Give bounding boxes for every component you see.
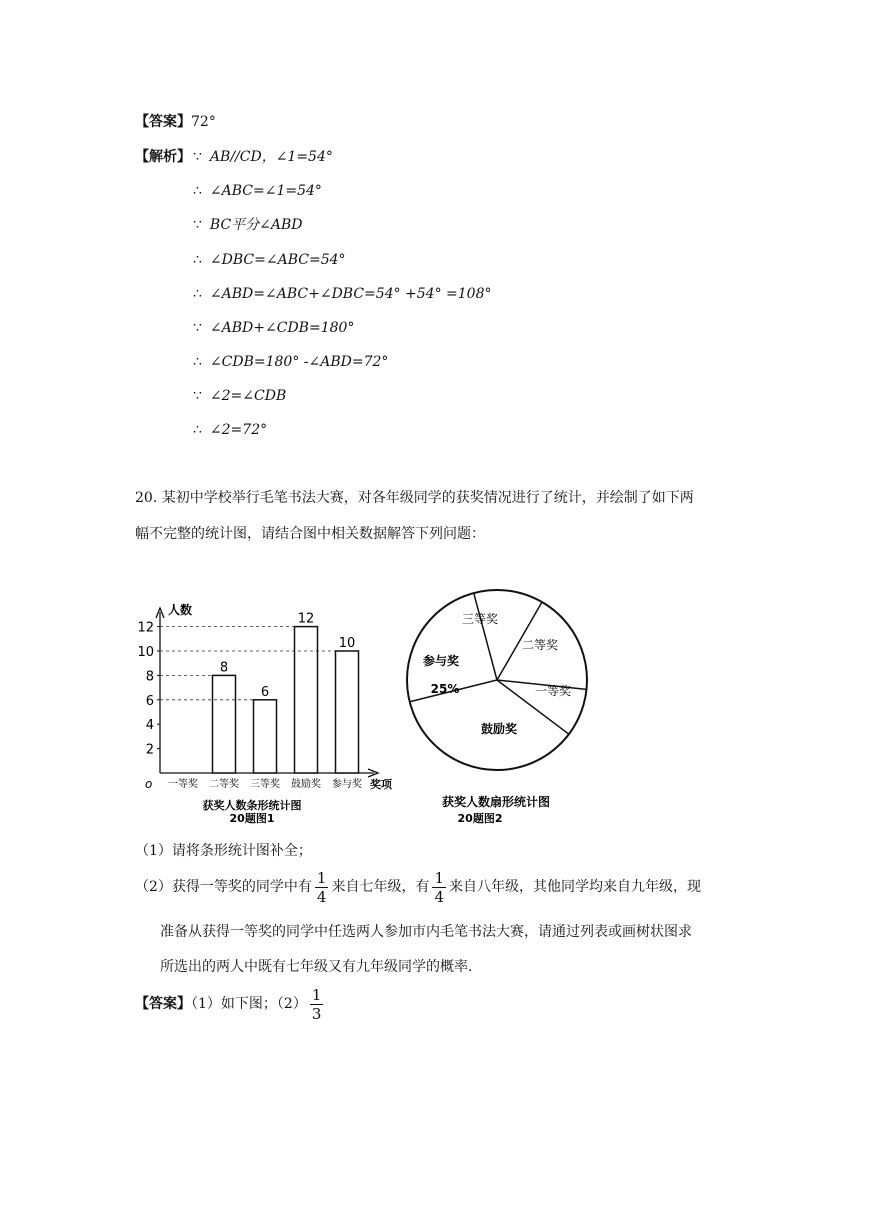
- pie-chart: [400, 580, 620, 832]
- answer-line: [135, 112, 216, 132]
- pie-chart-title: 获奖人数扇形统计图: [441, 795, 551, 809]
- fraction: $\frac{1}{4}$: [316, 868, 327, 906]
- bar-chart: [130, 600, 400, 825]
- pie-label-participate-percent: 25%: [430, 682, 460, 696]
- fraction: $\frac{1}{3}$: [311, 985, 322, 1023]
- x-tick-label: 二等奖: [209, 779, 239, 790]
- pie-label-first: 一等奖: [534, 684, 572, 698]
- question-part-2-line-3: 所选出的两人中既有七年级又有九年级同学的概率.: [160, 959, 473, 975]
- pie-label-third: 三等奖: [461, 612, 499, 626]
- x-tick-label: 三等奖: [250, 779, 280, 790]
- analysis-step: ∴ ∠ABD=∠ABC+∠DBC=54° +54° =108°: [193, 286, 492, 302]
- analysis-step: ∵ BC平分∠ABD: [193, 217, 303, 233]
- x-tick-label: 一等奖: [168, 779, 198, 790]
- bar: [336, 651, 359, 773]
- analysis-step: ∴ ∠ABC=∠1=54°: [193, 183, 322, 199]
- bar: [254, 700, 277, 773]
- pie-chart-subtitle: 20题图2: [457, 812, 503, 825]
- analysis-step: ∵ ∠ABD+∠CDB=180°: [193, 320, 355, 336]
- question-line-2: 幅不完整的统计图，请结合图中相关数据解答下列问题：: [135, 526, 485, 542]
- y-tick-label: 4: [145, 718, 154, 734]
- bar-chart-subtitle: 20题图1: [229, 812, 275, 825]
- analysis-step: ∴ ∠DBC=∠ABC=54°: [193, 252, 346, 268]
- answer-label: 【答案】: [135, 996, 191, 1012]
- bar-chart-xlabel: 奖项: [370, 778, 392, 791]
- fraction: $\frac{1}{4}$: [434, 868, 445, 906]
- bar: [213, 675, 236, 773]
- analysis-step: ∴ ∠CDB=180° -∠ABD=72°: [193, 354, 389, 370]
- bar-data-label: 8: [219, 660, 229, 676]
- bar-chart-origin: o: [145, 777, 153, 791]
- y-tick-label: 10: [137, 645, 154, 660]
- bar-chart-marks: [160, 612, 362, 790]
- answer-label: 【答案】: [135, 114, 191, 130]
- answer-2-line: [135, 985, 326, 1023]
- question-part-1: （1）请将条形统计图补全；: [135, 843, 312, 859]
- question-part-2-line-2: 准备从获得一等奖的同学中任选两人参加市内毛笔书法大赛，请通过列表或画树状图求: [160, 924, 692, 940]
- question-part-2-line-1: （2）获得一等奖的同学中有 $\frac{1}{4}$ 来自七年级，有 $\frac{1}{4}$ 来自八年级，其他同学均来自九年级，现: [135, 868, 702, 906]
- pie-label-encourage: 鼓励奖: [480, 722, 518, 736]
- analysis-label-line: [135, 147, 191, 167]
- pie-label-participate: 参与奖: [422, 654, 460, 668]
- y-tick-label: 6: [145, 693, 154, 709]
- answer-value: 72°: [191, 114, 216, 130]
- analysis-step: ∵ ∠2=∠CDB: [193, 388, 287, 404]
- analysis-step: ∵ AB//CD，∠1=54°: [193, 149, 333, 165]
- question-line-1: 20. 某初中学校举行毛笔书法大赛，对各年级同学的获奖情况进行了统计，并绘制了如下两: [135, 490, 694, 506]
- analysis-label: 【解析】: [135, 149, 191, 165]
- bar-chart-ylabel: 人数: [168, 603, 193, 617]
- bar-data-label: 10: [338, 636, 356, 651]
- pie-label-second: 二等奖: [521, 638, 559, 652]
- y-tick-label: 2: [145, 742, 154, 758]
- analysis-step: ∴ ∠2=72°: [193, 422, 268, 438]
- bar-data-label: 12: [297, 611, 315, 627]
- y-tick-label: 8: [145, 669, 154, 685]
- bar: [295, 627, 318, 773]
- x-tick-label: 鼓励奖: [291, 779, 321, 790]
- answer-text: （1）如下图；（2）: [191, 996, 307, 1012]
- bar-data-label: 6: [260, 684, 270, 700]
- bar-chart-title: 获奖人数条形统计图: [202, 799, 302, 812]
- y-tick-label: 12: [137, 620, 154, 636]
- x-tick-label: 参与奖: [332, 779, 362, 790]
